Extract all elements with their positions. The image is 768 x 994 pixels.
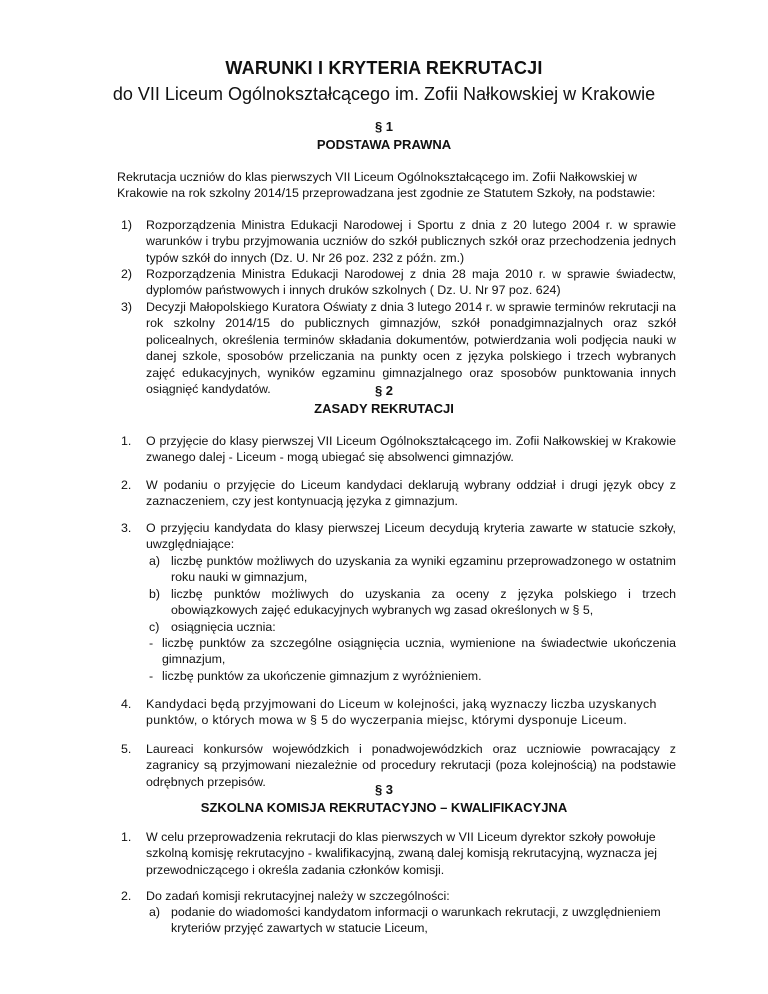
section-2-item-1-marker: 1. (121, 434, 132, 448)
section-2-item-4-text: Kandydaci będą przyjmowani do Liceum w kolejności, jaką wyznaczy liczba uzyskanych punktów, o których mowa w § 5 do wyczerpania miejsc, którymi dysponuje Liceum. (146, 697, 657, 728)
section-2-item-3-text: O przyjęciu kandydata do klasy pierwszej Liceum decydują kryteria zawarte w statucie szkoły, uwzględniające: (146, 521, 676, 552)
document-subtitle: do VII Liceum Ogólnokształcącego im. Zofii Nałkowskiej w Krakowie (112, 84, 656, 104)
section-1-intro: Rekrutacja uczniów do klas pierwszych VII Liceum Ogólnokształcącego im. Zofii Nałkowskiej w Krakowie na rok szkolny 2014/15 przeprowadzana jest zgodnie ze Statutem Szkoły, na podstawie: (117, 170, 656, 201)
section-2-item-3-marker: 3. (121, 521, 132, 535)
section-3-number: § 3 (374, 782, 394, 797)
section-1-item-2-marker: 2) (121, 267, 133, 281)
document-title: WARUNKI I KRYTERIA REKRUTACJI (225, 58, 543, 78)
section-2-dash-2-marker: - (149, 669, 154, 683)
section-1-item-1-text: Rozporządzenia Ministra Edukacji Narodowej i Sportu z dnia z 20 lutego 2004 r. w sprawie warunków i trybu przyjmowania uczniów do szkół publicznych szkół oraz przechodzenia jednych typów szkół do innych (Dz. U. Nr 26 poz. 232 z późn. zm.) (146, 218, 676, 265)
section-1-item-3-marker: 3) (121, 300, 133, 314)
section-2-item-2-marker: 2. (121, 478, 132, 492)
section-2-item-3a-text: liczbę punktów możliwych do uzyskania za wyniki egzaminu przeprowadzonego w ostatnim roku nauki w gimnazjum, (171, 554, 676, 585)
section-2-heading: ZASADY REKRUTACJI (314, 401, 454, 416)
section-3-item-2-text: Do zadań komisji rekrutacyjnej należy w szczególności: (146, 889, 450, 903)
section-2-item-4-marker: 4. (121, 697, 132, 711)
section-3-item-2-marker: 2. (121, 889, 132, 903)
section-2-item-5-text: Laureaci konkursów wojewódzkich i ponadwojewódzkich oraz uczniowie powracający z zagranicy są przyjmowani niezależnie od procedury rekrutacji (poza kolejnością) na podstawie odrębnych przepisów. (146, 742, 676, 789)
section-1-item-1-marker: 1) (121, 218, 133, 232)
section-2-item-3c-text: osiągnięcia ucznia: (171, 620, 276, 634)
section-2-item-2-text: W podaniu o przyjęcie do Liceum kandydaci deklarują wybrany oddział i drugi język obcy z zaznaczeniem, czy jest kontynuacją języka z gimnazjum. (146, 478, 676, 509)
section-2-item-3a-marker: a) (149, 554, 161, 568)
section-2-item-3b-text: liczbę punktów możliwych do uzyskania za oceny z języka polskiego i trzech obowiązkowych zajęć edukacyjnych wybranych wg zasad określonych w § 5, (171, 587, 676, 618)
section-3-heading: SZKOLNA KOMISJA REKRUTACYJNO – KWALIFIKACYJNA (200, 800, 568, 815)
section-2-dash-2-text: liczbę punktów za ukończenie gimnazjum z wyróżnieniem. (162, 669, 482, 683)
section-2-item-3c-marker: c) (149, 620, 160, 634)
section-2-dash-1-text: liczbę punktów za szczególne osiągnięcia ucznia, wymienione na świadectwie ukończenia gimnazjum, (162, 636, 676, 667)
section-2-number: § 2 (374, 383, 394, 398)
section-1-heading: PODSTAWA PRAWNA (316, 137, 452, 152)
section-3-item-2a-marker: a) (149, 905, 161, 919)
section-2-item-5-marker: 5. (121, 742, 132, 756)
section-1-item-3-text: Decyzji Małopolskiego Kuratora Oświaty z dnia 3 lutego 2014 r. w sprawie terminów rekrutacji na rok szkolny 2014/15 do publicznych gimnazjów, szkół ponadgimnazjalnych oraz szkół policealnych, określenia terminów składania dokumentów, potwierdzania woli podjęcia nauki w danej szkole, sposobów przeliczania na punkty ocen z języka polskiego i trzech wybranych zajęć edukacyjnych, wyników egzaminu gimnazjalnego oraz sposobów punktowania innych osiągnięć kandydatów. (146, 300, 676, 397)
section-3-item-1-text: W celu przeprowadzenia rekrutacji do klas pierwszych w VII Liceum dyrektor szkoły powołuje szkolną komisję rekrutacyjno - kwalifikacyjną, zwaną dalej komisją rekrutacyjną, wyznacza jej przewodniczącego i określa zadania członków komisji. (146, 830, 657, 877)
section-3-item-1-marker: 1. (121, 830, 132, 844)
section-1-item-2-text: Rozporządzenia Ministra Edukacji Narodowej z dnia 28 maja 2010 r. w sprawie świadectw, dyplomów państwowych i innych druków szkolnych ( Dz. U. Nr 97 poz. 624) (146, 267, 676, 298)
section-2-dash-1-marker: - (149, 636, 154, 650)
section-2-item-3b-marker: b) (149, 587, 161, 601)
section-1-number: § 1 (374, 119, 394, 134)
section-2-item-1-text: O przyjęcie do klasy pierwszej VII Liceum Ogólnokształcącego im. Zofii Nałkowskiej w Krakowie zwanego dalej - Liceum - mogą ubiegać się absolwenci gimnazjów. (146, 434, 676, 465)
section-3-item-2a-text: podanie do wiadomości kandydatom informacji o warunkach rekrutacji, z uwzględnieniem kryteriów przyjęć zawartych w statucie Liceum, (171, 905, 661, 936)
